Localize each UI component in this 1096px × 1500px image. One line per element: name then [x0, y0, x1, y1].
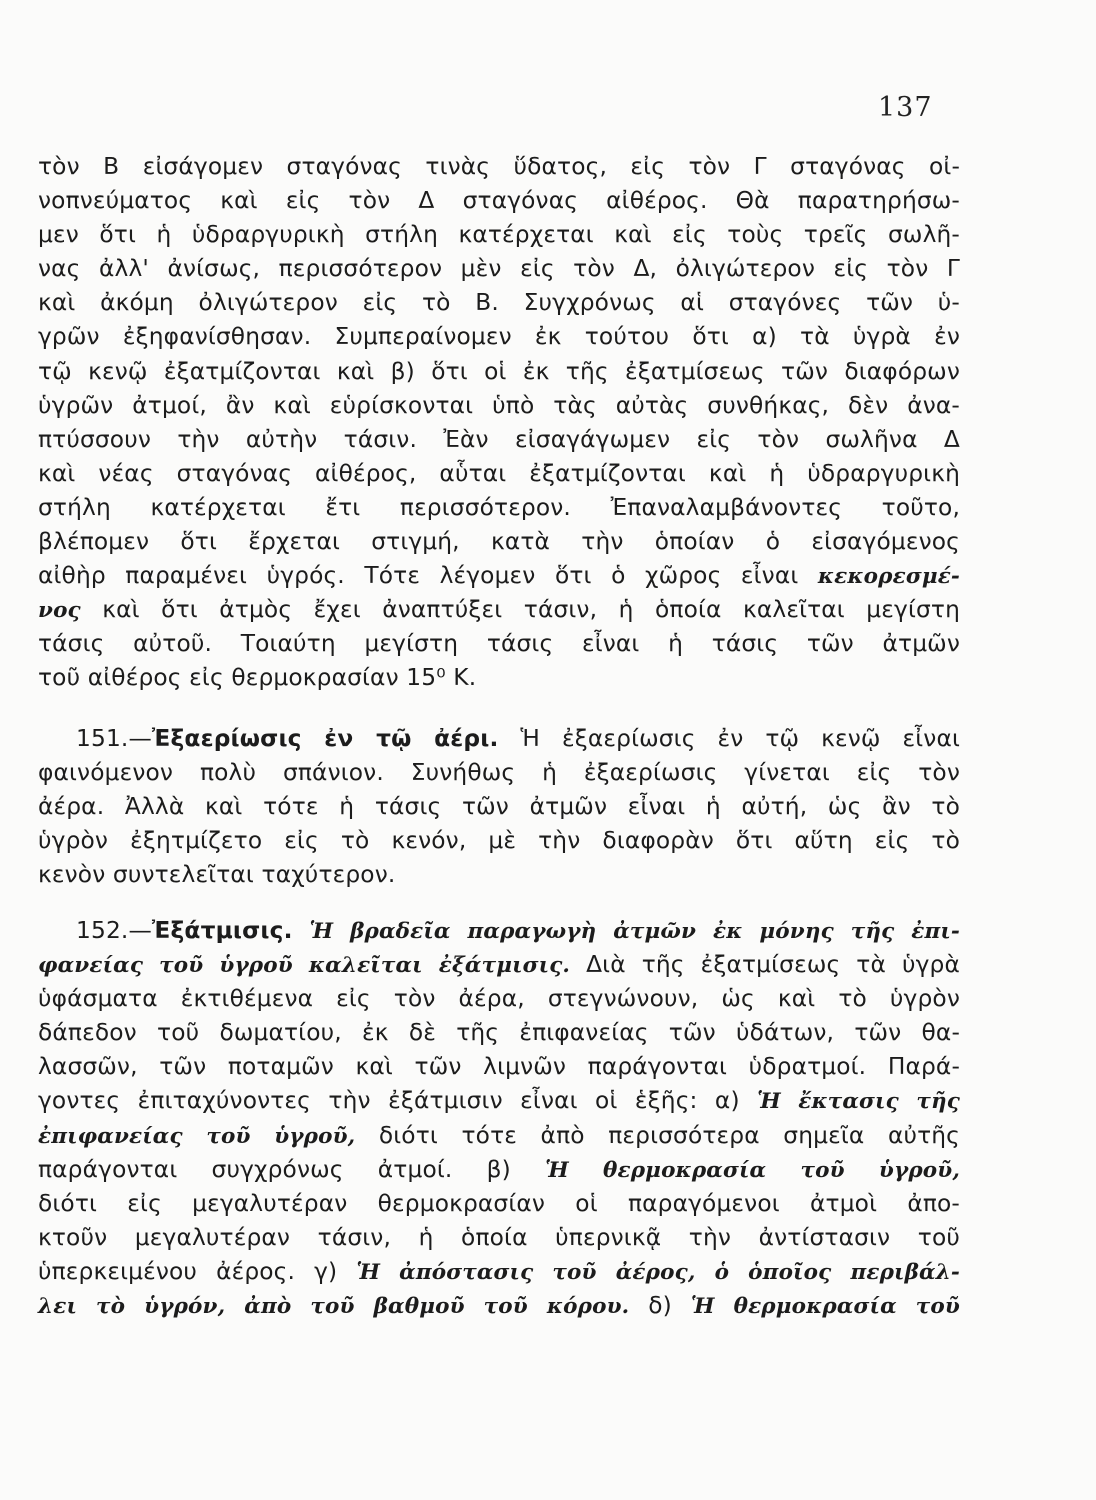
text-line: κτοῦν μεγαλυτέραν τάσιν, ἡ ὁποία ὑπερνικᾷ τὴν ἀντίστασιν τοῦ — [38, 1223, 960, 1251]
definition-text: Ἡ βραδεῖα παραγωγὴ ἀτμῶν ἐκ μόνης τῆς ἐπι- — [292, 919, 960, 944]
section-152 — [38, 914, 960, 1323]
text-line: δάπεδον τοῦ δωματίου, ἐκ δὲ τῆς ἐπιφανείας τῶν ὑδάτων, τῶν θα- — [38, 1019, 960, 1047]
emphasis-term: νος — [38, 598, 81, 624]
text-line — [38, 1119, 960, 1153]
text-line: νας ἀλλ' ἀνίσως, περισσότερον μὲν εἰς τὸν Δ, ὀλιγώτερον εἰς τὸν Γ — [38, 255, 960, 283]
text-run: ὑπερκειμένου ἀέρος. γ) — [38, 1257, 357, 1285]
text-line: μεν ὅτι ἡ ὑδραργυρικὴ στήλη κατέρχεται καὶ εἰς τοὺς τρεῖς σωλῆ- — [38, 221, 960, 249]
text-line: πτύσσουν τὴν αὐτὴν τάσιν. Ἐὰν εἰσαγάγωμεν εἰς τὸν σωλῆνα Δ — [38, 425, 960, 453]
text-run: Ἡ ἐξαερίωσις ἐν τῷ κενῷ εἶναι — [498, 725, 960, 752]
section-title: Ἐξαερίωσις ἐν τῷ ἀέρι. — [151, 725, 499, 752]
section-number: 152.— — [76, 917, 152, 944]
text-line: διότι εἰς μεγαλυτέραν θερμοκρασίαν οἱ παραγόμενοι ἀτμοὶ ἀπο- — [38, 1189, 960, 1217]
text-line: ὑγρῶν ἀτμοί, ἂν καὶ εὑρίσκονται ὑπὸ τὰς αὐτὰς συνθήκας, δὲν ἀνα- — [38, 391, 960, 419]
text-run: αἰθὴρ παραμένει ὑγρός. Τότε λέγομεν ὅτι ὁ χῶρος εἶναι — [38, 562, 818, 590]
emphasis-term: Ἡ ἀπόστασις τοῦ ἀέρος, ὁ ὁποῖος περιβάλ- — [356, 1259, 960, 1285]
page-number: 137 — [878, 92, 933, 123]
text-line: τῷ κενῷ ἐξατμίζονται καὶ β) ὅτι οἱ ἐκ τῆς ἐξατμίσεως τῶν διαφόρων — [38, 357, 960, 385]
text-line: ὑγρὸν ἐξητμίζετο εἰς τὸ κενόν, μὲ τὴν διαφορὰν ὅτι αὕτη εἰς τὸ — [38, 827, 960, 855]
text-line — [38, 1084, 960, 1118]
emphasis-term: ἐπιφανείας τοῦ ὑγροῦ, — [38, 1123, 356, 1149]
section-title: Ἐξάτμισις. — [151, 917, 293, 944]
emphasis-term: Ἡ θερμοκρασία τοῦ — [690, 1294, 960, 1320]
text-run: διότι τότε ἀπὸ περισσότερα σημεῖα αὐτῆς — [355, 1121, 960, 1149]
section-heading-line — [38, 914, 960, 948]
section-number: 151.— — [76, 725, 152, 752]
emphasis-term: λει τὸ ὑγρόν, ἀπὸ τοῦ βαθμοῦ τοῦ κόρου. — [38, 1294, 630, 1320]
text-line — [38, 559, 960, 593]
text-line: τοῦ αἰθέρος εἰς θερμοκρασίαν 15⁰ Κ. — [38, 664, 477, 692]
emphasis-term: Ἡ θερμοκρασία τοῦ ὑγροῦ, — [545, 1157, 960, 1183]
text-line: καὶ ἀκόμη ὀλιγώτερον εἰς τὸ Β. Συγχρόνως αἱ σταγόνες τῶν ὑ- — [38, 289, 960, 317]
text-line — [38, 948, 960, 982]
emphasis-term: Ἡ ἔκτασις τῆς — [757, 1089, 960, 1115]
text-line: ἀέρα. Ἀλλὰ καὶ τότε ἡ τάσις τῶν ἀτμῶν εἶναι ἡ αὐτή, ὡς ἂν τὸ — [38, 793, 960, 821]
text-line: τάσις αὐτοῦ. Τοιαύτη μεγίστη τάσις εἶναι ἡ τάσις τῶν ἀτμῶν — [38, 630, 960, 658]
text-line — [38, 593, 960, 627]
text-run: καὶ ὅτι ἀτμὸς ἔχει ἀναπτύξει τάσιν, ἡ ὁποία καλεῖται μεγίστη — [80, 596, 960, 624]
emphasis-term: κεκορεσμέ- — [817, 564, 960, 590]
text-line — [38, 1153, 960, 1187]
text-line — [38, 1289, 960, 1323]
paragraph-vapor-pressure — [38, 150, 960, 696]
text-line: λασσῶν, τῶν ποταμῶν καὶ τῶν λιμνῶν παράγονται ὑδρατμοί. Παρά- — [38, 1053, 960, 1081]
text-line: στήλη κατέρχεται ἔτι περισσότερον. Ἐπαναλαμβάνοντες τοῦτο, — [38, 493, 960, 521]
text-run: δ) — [629, 1292, 691, 1320]
text-run: Διὰ τῆς ἐξατμίσεως τὰ ὑγρὰ — [570, 951, 960, 979]
text-line: ὑφάσματα ἐκτιθέμενα εἰς τὸν ἀέρα, στεγνώνουν, ὡς καὶ τὸ ὑγρὸν — [38, 985, 960, 1013]
text-line: καὶ νέας σταγόνας αἰθέρος, αὗται ἐξατμίζονται καὶ ἡ ὑδραργυρικὴ — [38, 459, 960, 487]
section-151 — [38, 722, 960, 892]
text-line: γρῶν ἐξηφανίσθησαν. Συμπεραίνομεν ἐκ τούτου ὅτι α) τὰ ὑγρὰ ἐν — [38, 323, 960, 351]
text-run: γοντες ἐπιταχύνοντες τὴν ἐξάτμισιν εἶναι οἱ ἑξῆς: α) — [38, 1087, 758, 1115]
text-run: παράγονται συγχρόνως ἀτμοί. β) — [38, 1155, 546, 1183]
text-line: βλέπομεν ὅτι ἔρχεται στιγμή, κατὰ τὴν ὁποίαν ὁ εἰσαγόμενος — [38, 528, 960, 556]
text-line: τὸν Β εἰσάγομεν σταγόνας τινὰς ὕδατος, εἰς τὸν Γ σταγόνας οἰ- — [38, 153, 960, 180]
definition-text: φανείας τοῦ ὑγροῦ καλεῖται ἐξάτμισις. — [38, 953, 571, 979]
text-line: φαινόμενον πολὺ σπάνιον. Συνήθως ἡ ἐξαερίωσις γίνεται εἰς τὸν — [38, 759, 960, 787]
text-line: κενὸν συντελεῖται ταχύτερον. — [38, 861, 396, 889]
text-line — [38, 1255, 960, 1289]
text-line: νοπνεύματος καὶ εἰς τὸν Δ σταγόνας αἰθέρος. Θὰ παρατηρήσω- — [38, 187, 960, 215]
section-heading-line — [38, 722, 960, 756]
